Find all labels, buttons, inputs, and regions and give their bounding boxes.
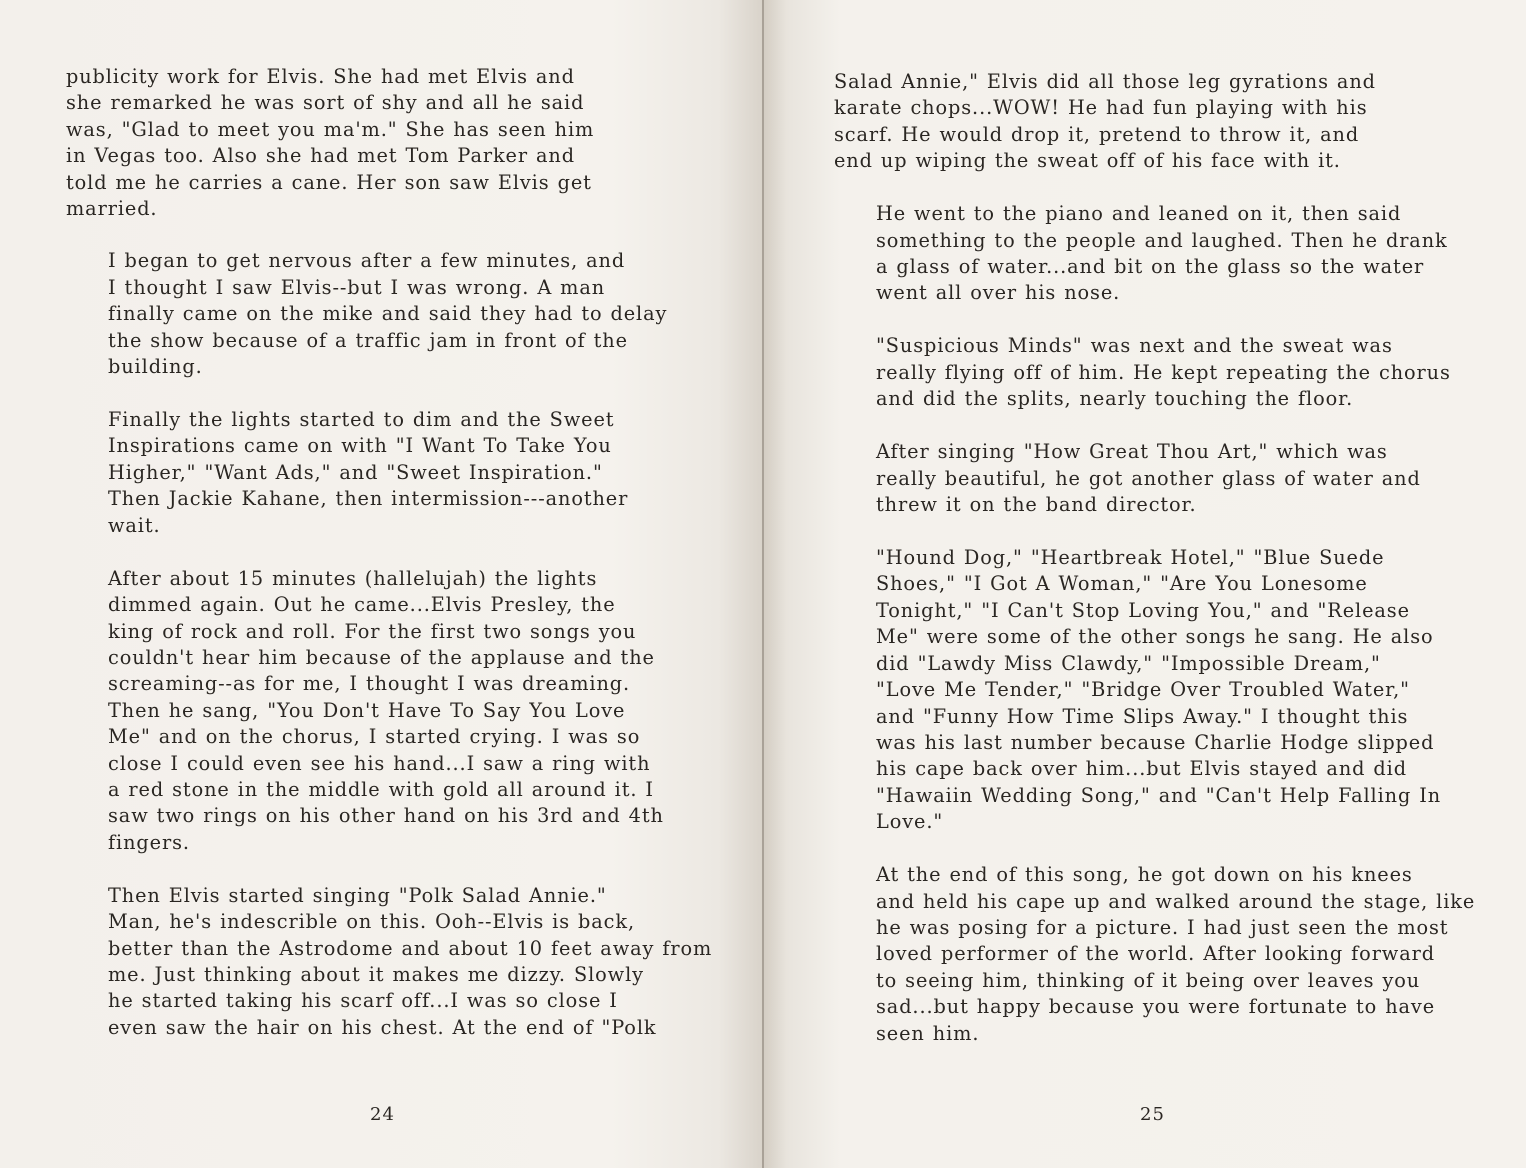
text-line: she remarked he was sort of shy and all he said [66, 91, 585, 115]
text-line: dimmed again. Out he came...Elvis Presley, the [108, 593, 616, 617]
text-line: He went to the piano and leaned on it, then said [876, 202, 1402, 226]
text-line: Shoes," "I Got A Woman," "Are You Lonesome [876, 572, 1368, 596]
text-line: After about 15 minutes (hallelujah) the lights [108, 566, 598, 590]
text-line: a glass of water...and bit on the glass so the water [876, 255, 1425, 279]
text-line: told me he carries a cane. Her son saw Elvis get [66, 170, 592, 194]
text-line: Tonight," "I Can't Stop Loving You," and "Release [876, 598, 1410, 622]
text-line: Then Jackie Kahane, then intermission---another [108, 487, 629, 511]
text-line: in Vegas too. Also she had met Tom Parker and [66, 144, 575, 168]
text-line: "Hawaiin Wedding Song," and "Can't Help Falling In [876, 783, 1442, 807]
text-line: Then Elvis started singing "Polk Salad Annie." [108, 883, 607, 907]
text-line: "Suspicious Minds" was next and the sweat was [876, 334, 1393, 358]
text-line: went all over his nose. [876, 281, 1121, 305]
paragraph [66, 566, 716, 856]
text-line: his cape back over him...but Elvis stayed and did [876, 757, 1407, 781]
text-line: a red stone in the middle with gold all around it. I [108, 777, 654, 801]
left-page-body [66, 64, 716, 1068]
text-line: Inspirations came on with "I Want To Take You [108, 434, 612, 458]
paragraph [834, 69, 1474, 175]
paragraph [66, 407, 716, 539]
text-line: I began to get nervous after a few minutes, and [108, 249, 626, 273]
text-line: "Love Me Tender," "Bridge Over Troubled Water," [876, 678, 1410, 702]
text-line: karate chops...WOW! He had fun playing with his [834, 96, 1368, 120]
page-number: 24 [370, 1104, 395, 1125]
text-line: did "Lawdy Miss Clawdy," "Impossible Dream," [876, 651, 1381, 675]
text-line: better than the Astrodome and about 10 feet away from [108, 936, 713, 960]
paragraph [66, 248, 716, 380]
text-line: he was posing for a picture. I had just seen the most [876, 915, 1449, 939]
text-line: Man, he's indescrible on this. Ooh--Elvis is back, [108, 910, 635, 934]
text-line: king of rock and roll. For the first two songs you [108, 619, 637, 643]
text-line: publicity work for Elvis. She had met Elvis and [66, 65, 575, 88]
text-line: close I could even see his hand...I saw a ring with [108, 751, 651, 775]
text-line: sad...but happy because you were fortunate to have [876, 995, 1436, 1019]
text-line: Salad Annie," Elvis did all those leg gyrations and [834, 70, 1376, 93]
paragraph [834, 439, 1474, 518]
text-line: something to the people and laughed. Then he drank [876, 228, 1448, 252]
text-line: building. [108, 355, 203, 379]
paragraph [66, 883, 716, 1041]
right-page [764, 0, 1526, 1168]
paragraph [834, 333, 1474, 412]
text-line: and did the splits, nearly touching the floor. [876, 387, 1354, 411]
text-line: to seeing him, thinking of it being over leaves you [876, 968, 1421, 992]
text-line: the show because of a traffic jam in front of the [108, 328, 628, 352]
text-line: saw two rings on his other hand on his 3rd and 4th [108, 804, 664, 828]
text-line: fingers. [108, 830, 190, 854]
text-line: loved performer of the world. After looking forward [876, 942, 1435, 966]
text-line: even saw the hair on his chest. At the end of "Polk [108, 1015, 657, 1039]
text-line: threw it on the band director. [876, 493, 1197, 517]
text-line: and "Funny How Time Slips Away." I thought this [876, 704, 1409, 728]
text-line: Love." [876, 810, 944, 834]
text-line: couldn't hear him because of the applause and the [108, 645, 655, 669]
text-line: was his last number because Charlie Hodge slipped [876, 730, 1435, 754]
text-line: wait. [108, 513, 161, 537]
text-line: screaming--as for me, I thought I was dreaming. [108, 672, 631, 696]
text-line: was, "Glad to meet you ma'm." She has seen him [66, 117, 595, 141]
text-line: scarf. He would drop it, pretend to throw it, and [834, 122, 1360, 146]
text-line: seen him. [876, 1021, 980, 1045]
paragraph [834, 545, 1474, 835]
text-line: finally came on the mike and said they had to delay [108, 302, 668, 326]
text-line: Finally the lights started to dim and the Sweet [108, 408, 615, 432]
text-line: Me" were some of the other songs he sang. He also [876, 625, 1434, 649]
text-line: At the end of this song, he got down on his knees [876, 863, 1413, 887]
text-line: After singing "How Great Thou Art," which was [876, 440, 1388, 464]
text-line: Then he sang, "You Don't Have To Say You Love [108, 698, 626, 722]
text-line: married. [66, 197, 158, 221]
text-line: Higher," "Want Ads," and "Sweet Inspiration." [108, 460, 603, 484]
text-line: really beautiful, he got another glass of water and [876, 466, 1421, 490]
text-line: Me" and on the chorus, I started crying. I was so [108, 725, 641, 749]
text-line: me. Just thinking about it makes me dizzy. Slowly [108, 962, 644, 986]
text-line: I thought I saw Elvis--but I was wrong. A man [108, 275, 606, 299]
text-line: really flying off of him. He kept repeating the chorus [876, 360, 1451, 384]
text-line: end up wiping the sweat off of his face with it. [834, 149, 1341, 173]
paragraph [834, 201, 1474, 307]
text-line: he started taking his scarf off...I was so close I [108, 989, 618, 1013]
page-number: 25 [1140, 1104, 1165, 1125]
text-line: "Hound Dog," "Heartbreak Hotel," "Blue Suede [876, 546, 1385, 570]
right-page-body [834, 69, 1474, 1074]
paragraph [66, 64, 716, 222]
text-line: and held his cape up and walked around the stage, like [876, 889, 1476, 913]
paragraph [834, 862, 1474, 1047]
